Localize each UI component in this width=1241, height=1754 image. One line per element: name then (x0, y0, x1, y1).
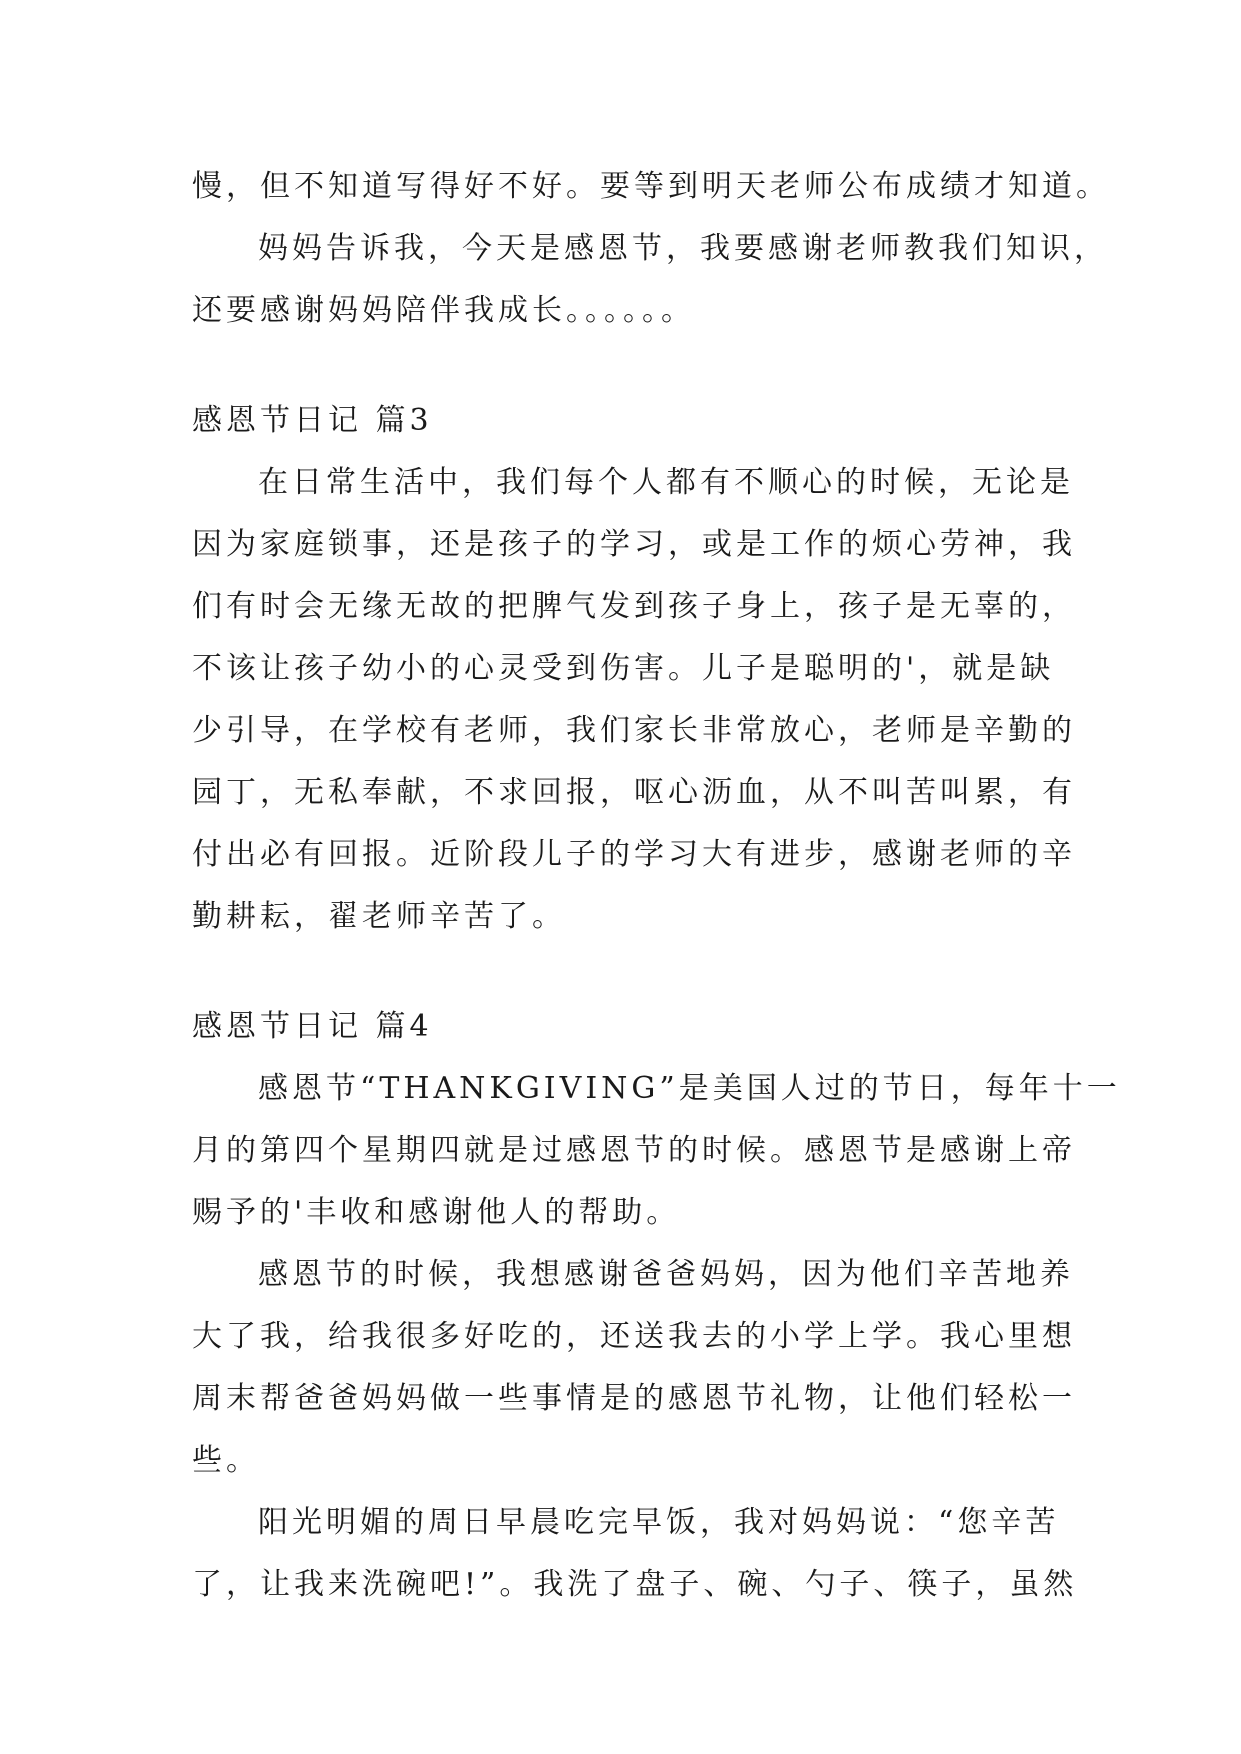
text-line: 勤耕耘，翟老师辛苦了。 (192, 899, 566, 934)
text-line: 阳光明媚的周日早晨吃完早饭，我对妈妈说：“您辛苦 (258, 1505, 1060, 1540)
intro-paragraph-2 (192, 218, 1108, 342)
text-line: 慢，但不知道写得好不好。要等到明天老师公布成绩才知道。 (192, 169, 1110, 204)
text-line: 们有时会无缘无故的把脾气发到孩子身上，孩子是无辜的， (192, 589, 1076, 624)
section-3-title: 感恩节日记 篇3 (192, 403, 433, 438)
intro-paragraph-1 (192, 156, 1110, 218)
section-gap (192, 342, 1072, 390)
text-line: 因为家庭锁事，还是孩子的学习，或是工作的烦心劳神，我 (192, 527, 1076, 562)
text-line: 付出必有回报。近阶段儿子的学习大有进步，感谢老师的辛 (192, 837, 1076, 872)
section-4-paragraph-1 (192, 1058, 1121, 1244)
text-line: 周末帮爸爸妈妈做一些事情是的感恩节礼物，让他们轻松一 (192, 1381, 1076, 1416)
section-4-paragraph-2 (192, 1244, 1076, 1492)
text-line: 妈妈告诉我，今天是感恩节，我要感谢老师教我们知识， (258, 231, 1108, 266)
text-line: 还要感谢妈妈陪伴我成长。。。。。。 (192, 293, 695, 328)
text-line: 了，让我来洗碗吧!”。我洗了盘子、碗、勺子、筷子，虽然 (192, 1567, 1078, 1602)
text-line: 少引导，在学校有老师，我们家长非常放心，老师是辛勤的 (192, 713, 1076, 748)
document-body (192, 156, 1121, 1616)
text-line: 大了我，给我很多好吃的，还送我去的小学上学。我心里想 (192, 1319, 1076, 1354)
text-line: 在日常生活中，我们每个人都有不顺心的时候，无论是 (258, 465, 1074, 500)
section-4-title: 感恩节日记 篇4 (192, 1009, 433, 1044)
text-line: 不该让孩子幼小的心灵受到伤害。儿子是聪明的'，就是缺 (192, 651, 1055, 686)
text-line: 些。 (192, 1443, 260, 1478)
text-line: 月的第四个星期四就是过感恩节的时候。感恩节是感谢上帝 (192, 1133, 1076, 1168)
section-gap (192, 948, 1072, 996)
text-line: 感恩节的时候，我想感谢爸爸妈妈，因为他们辛苦地养 (258, 1257, 1074, 1292)
text-line: 感恩节“THANKGIVING”是美国人过的节日，每年十一 (258, 1071, 1121, 1106)
section-4-paragraph-3 (192, 1492, 1078, 1616)
section-3-paragraph-1 (192, 452, 1076, 948)
text-line: 园丁，无私奉献，不求回报，呕心沥血，从不叫苦叫累，有 (192, 775, 1076, 810)
text-line: 赐予的'丰收和感谢他人的帮助。 (192, 1195, 681, 1230)
